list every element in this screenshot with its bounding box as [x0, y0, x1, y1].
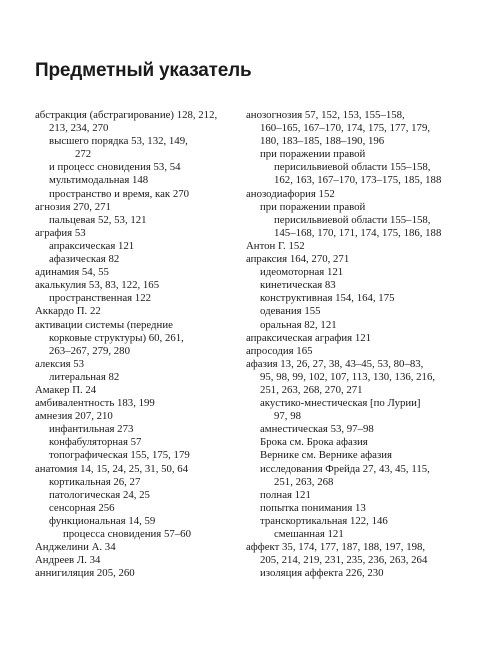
index-subentry: Верникe см. Верникe афазия — [260, 449, 392, 462]
index-subentry: амнестическая 53, 97–98 — [260, 423, 374, 436]
index-entry: агнозия 270, 271 — [35, 200, 111, 213]
index-entry: Аккардо П. 22 — [35, 305, 101, 318]
index-entry: анозодиафория 152 — [246, 187, 335, 200]
index-subentry: попытка понимания 13 — [260, 501, 366, 514]
index-subentry: топографическая 155, 175, 179 — [49, 449, 190, 462]
index-subentry: изоляция аффекта 226, 230 — [260, 567, 384, 580]
index-subentry: 251, 263, 268, 270, 271 — [260, 383, 363, 396]
index-subentry: сенсорная 256 — [49, 501, 115, 514]
index-entry: апраксическая аграфия 121 — [246, 331, 372, 344]
index-subentry: высшего порядка 53, 132, 149, — [49, 135, 188, 148]
index-subentry: инфантильная 273 — [49, 423, 134, 436]
index-subentry: 205, 214, 219, 231, 235, 236, 263, 264 — [260, 554, 428, 567]
index-entry: алексия 53 — [35, 357, 85, 370]
index-subentry: конструктивная 154, 164, 175 — [260, 292, 395, 305]
index-entry: амбивалентность 183, 199 — [35, 397, 155, 410]
index-subentry: кортикальная 26, 27 — [49, 475, 141, 488]
index-subentry: литеральная 82 — [49, 370, 120, 383]
index-subentry: пространство и время, как 270 — [49, 187, 190, 200]
index-subentry: пальцевая 52, 53, 121 — [49, 213, 147, 226]
index-subentry: 160–165, 167–170, 174, 175, 177, 179, — [260, 122, 431, 135]
index-subentry: акустико-мнестическая [по Лурии] — [260, 397, 421, 410]
index-entry: Антон Г. 152 — [246, 239, 305, 252]
index-entry: аграфия 53 — [35, 226, 86, 239]
index-subentry: смешанная 121 — [274, 528, 344, 540]
index-subentry: и процесс сновидения 53, 54 — [49, 161, 181, 174]
index-subentry: 263–267, 279, 280 — [49, 344, 130, 357]
index-subentry: корковые структуры) 60, 261, — [49, 331, 184, 344]
index-entry: Андреев Л. 34 — [35, 554, 101, 567]
index-subentry: 251, 263, 268 — [274, 475, 334, 488]
index-entry: аффект 35, 174, 177, 187, 188, 197, 198, — [246, 541, 426, 554]
page-title: Предметный указатель — [35, 60, 252, 81]
index-subentry: пространственная 122 — [49, 292, 152, 305]
index-entry: афазия 13, 26, 27, 38, 43–45, 53, 80–83, — [246, 357, 424, 370]
index-entry: Анджелини А. 34 — [35, 541, 116, 554]
index-subentry: патологическая 24, 25 — [49, 488, 150, 501]
index-subentry: при поражении правой — [260, 200, 366, 213]
index-subentry: одевания 155 — [260, 305, 321, 318]
index-subentry: 213, 234, 270 — [49, 122, 109, 135]
index-entry: акалькулия 53, 83, 122, 165 — [35, 279, 160, 292]
index-subentry: 97, 98 — [274, 410, 301, 423]
index-entry: абстракция (абстрагирование) 128, 212, — [35, 109, 218, 121]
index-column-right — [246, 109, 452, 580]
index-subentry: Брока см. Брока афазия — [260, 436, 368, 449]
index-subentry: идеомоторная 121 — [260, 266, 344, 279]
index-entry: анатомия 14, 15, 24, 25, 31, 50, 64 — [35, 462, 189, 475]
index-subentry: функциональная 14, 59 — [49, 514, 156, 527]
index-subentry: 162, 163, 167–170, 173–175, 185, 188 — [274, 174, 442, 187]
index-subentry: афазическая 82 — [49, 253, 120, 266]
index-subentry: конфабуляторная 57 — [49, 436, 142, 449]
index-subentry: процесса сновидения 57–60 — [63, 528, 191, 540]
index-subentry: мультимодальная 148 — [49, 174, 149, 187]
index-subentry: исследования Фрейда 27, 43, 45, 115, — [260, 462, 430, 475]
index-entry: адинамия 54, 55 — [35, 266, 109, 279]
index-entry: апросодия 165 — [246, 344, 313, 357]
index-subentry: перисильвиевой области 155–158, — [274, 213, 431, 226]
index-entry: амнезия 207, 210 — [35, 410, 113, 423]
index-entry: анозогнозия 57, 152, 153, 155–158, — [246, 109, 405, 121]
index-subentry: апраксическая 121 — [49, 239, 135, 252]
index-column-left — [35, 109, 229, 580]
index-subentry: кинетическая 83 — [260, 279, 336, 292]
index-subentry: полная 121 — [260, 488, 311, 501]
index-subentry: оральная 82, 121 — [260, 318, 337, 331]
index-subentry: 272 — [75, 148, 92, 161]
index-subentry: 95, 98, 99, 102, 107, 113, 130, 136, 216, — [260, 370, 436, 383]
index-entry: Амакер П. 24 — [35, 383, 97, 396]
index-entry: апраксия 164, 270, 271 — [246, 253, 350, 266]
index-entry: аннигиляция 205, 260 — [35, 567, 135, 580]
index-subentry: 180, 183–185, 188–190, 196 — [260, 135, 385, 148]
index-subentry: транскортикальная 122, 146 — [260, 514, 388, 527]
index-subentry: при поражении правой — [260, 148, 366, 161]
index-entry: активации системы (передние — [35, 318, 173, 331]
index-subentry: перисильвиевой области 155–158, — [274, 161, 431, 174]
index-subentry: 145–168, 170, 171, 174, 175, 186, 188 — [274, 226, 442, 239]
